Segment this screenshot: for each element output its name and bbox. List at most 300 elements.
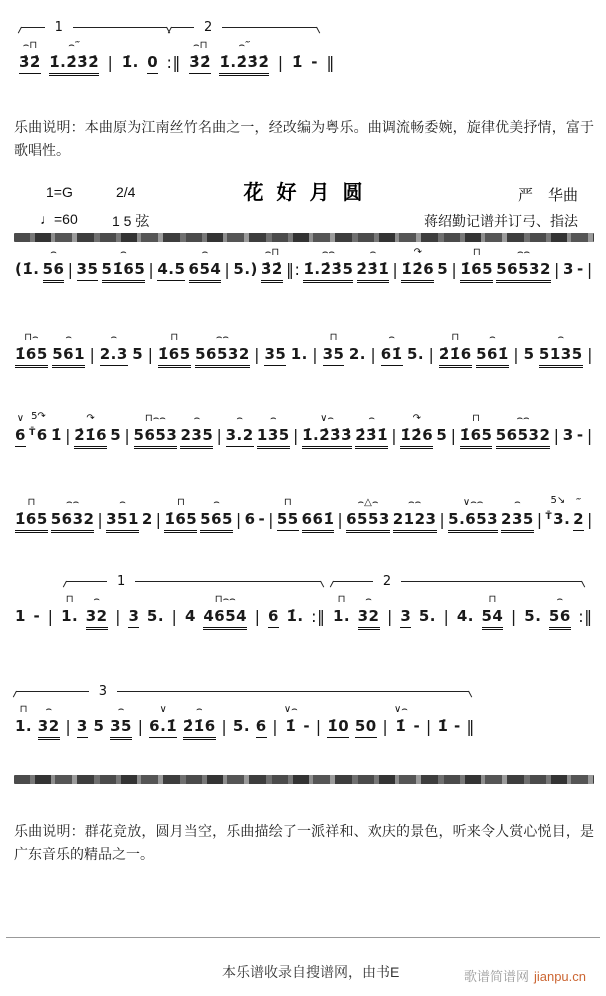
ornament-mark [136,331,139,345]
note: ⊓ 1. [332,594,351,625]
ornament-mark [393,412,396,426]
barline: | [115,593,121,634]
barline: | [268,496,274,537]
ornament-mark: ⊓ [451,332,460,343]
note: 5↘ $^{T̄}$3. [545,495,571,528]
ornament-mark [237,496,240,510]
fingering-prefix: T̄ [545,512,553,522]
ornament-mark: ⌢ [110,332,118,343]
barline: | [443,593,449,634]
barline: | [68,246,74,287]
ornament-mark [279,39,282,53]
music-line-3 [14,410,594,453]
ornament-mark [109,39,112,53]
note: - [33,593,40,634]
ornament-mark: ⌢⊓ [192,40,208,51]
ornament-mark [269,496,272,510]
note: ⌢ 35 [110,703,132,744]
note: 4 [185,593,196,634]
ornament-mark: ⊓ [170,332,179,343]
ornament-mark [388,593,391,607]
ornament-mark: ⌢ [195,704,203,715]
barline: | [124,412,130,453]
note: 6 [268,593,279,634]
ornament-mark [66,412,69,426]
ornament-mark: 5↘ [550,495,566,506]
note: ⌢⌢ 56532 [195,331,250,372]
ornament-mark: ⌢ [193,413,201,424]
ornament-mark [256,331,259,345]
ornament-mark [427,703,430,717]
note: ‴ 2 [573,496,584,537]
barline: | [138,703,144,744]
barline: | [337,496,343,537]
ornament-mark [157,496,160,510]
note: ⊓ 1̇65 [460,246,493,287]
volta-bracket-1 [66,574,321,591]
barline: | [221,703,227,744]
note: ⌢ 2̇3̇1̇ [357,246,390,287]
note: 1. [291,331,308,372]
ornament-mark [339,496,342,510]
ornament-mark: ⌢ [50,247,57,258]
note: ⌢⌢ 56532 [496,246,551,287]
barline: ‖ [326,39,335,80]
note: ⌢⊓ 3̇2̇ [261,246,283,287]
note: 0 [147,39,158,80]
source-note: 本乐谱收录自搜谱网，由书E [222,964,400,980]
ornament-mark [69,246,72,260]
ornament-mark [272,593,275,607]
note: 5. [407,331,424,372]
ornament-mark [456,703,459,717]
note: - [258,496,265,537]
barline: | [148,246,154,287]
note: 3 [128,593,139,634]
volta-label: 1 [107,574,135,589]
ornament-mark [588,331,591,345]
description-bottom: 乐曲说明：群花竞放，圆月当空，乐曲描绘了一派祥和、欢庆的景色，听来令人赏心悦目，是广东音乐的精品之一。 [14,823,594,862]
note: 5. [233,703,250,744]
note: 5↷ $^{T̄}$6 [29,411,48,444]
ornament-mark [189,593,192,607]
note: 5 [110,412,121,453]
ornament-mark: ⌢⌢ [516,247,531,258]
barline: | [312,331,318,372]
note: ⊓ 1̇65 [460,412,493,453]
ornament-mark [404,593,407,607]
ornament-mark [445,593,448,607]
ornament-mark [81,703,84,717]
note: ∨⌢ 1̇.2̇3̇3̇ [302,412,352,453]
ornament-mark: ⊓ [488,594,497,605]
site-url-link[interactable]: jianpu.cn [533,969,586,984]
barline: | [65,412,71,453]
barline: | [148,331,154,372]
ornament-mark [329,39,332,53]
note: 6 [256,703,267,744]
ornament-mark: ⌢⌢ [321,247,336,258]
ornament-mark [256,593,259,607]
ornament-mark [588,496,591,510]
note: ⊓⌢⌢ 5653 [134,412,178,453]
ornament-mark: ⌢ [213,497,220,508]
ornament-mark: ⌢ [365,594,372,605]
barline: | [108,39,114,80]
note: ⌢ 5135 [539,331,583,372]
music-line-5 [14,574,594,634]
barline: | [254,331,260,372]
ornament-mark [49,593,52,607]
ornament-mark [313,39,316,53]
barline: :‖ [167,39,181,80]
footer-divider [6,937,600,938]
music-line-4 [14,494,594,537]
ornament-mark [249,496,252,510]
note: ⊓ 1. [15,704,33,735]
ornament-mark [240,703,243,717]
description-top: 乐曲说明：本曲原为江南丝竹名曲之一，经改编为粤乐。曲调流畅委婉，旋律优美抒情，富于歌唱性。 [14,119,594,158]
ornament-mark: ⌢ [120,247,127,258]
ornament-mark: ⌢ [270,413,277,424]
note: ⌢‴ 1̇.2̇3̇2̇ [219,39,269,80]
ornament-mark: ⌢ [65,332,72,343]
ornament-mark: ⌢⌢ [516,413,530,424]
ornament-mark [567,412,570,426]
barline: | [255,593,261,634]
ornament-mark: ⌢ [514,497,521,508]
ornament-mark [430,331,433,345]
note: 4.5 [157,246,185,287]
ornament-mark [372,331,375,345]
ornament-mark: ↷ [412,413,421,424]
ornament-mark: ⊓ [283,497,292,508]
barline: | [387,593,393,634]
ornament-mark [364,703,367,717]
note: ⊓ 35 [323,331,345,372]
ornament-mark [298,331,301,345]
ornament-mark [154,593,157,607]
ornament-mark [116,593,119,607]
barline: | [391,412,397,453]
note: ⌢ 654 [189,246,222,287]
ornament-mark [139,703,142,717]
note: ⌢ 56 [43,246,65,287]
ornament-mark [579,246,582,260]
ornament-mark [426,593,429,607]
barline: | [316,703,322,744]
note: 5 [436,412,447,453]
ornament-mark [132,593,135,607]
ornament-mark [441,246,444,260]
ornament-mark [274,331,277,345]
site-name: 歌谱简谱网 [463,969,529,984]
ornament-mark [296,39,299,53]
ornament-mark: ⌢‴ [68,40,81,51]
note: 35 [77,246,99,287]
note: ⌢ 32 [86,593,108,634]
note: 50 [355,703,377,744]
ornament-mark [414,331,417,345]
note: ∨ 6.1̇ [149,703,177,744]
volta-bracket-2 [171,20,317,37]
ornament-mark: ⊓ [337,594,346,605]
ornament-mark [567,246,570,260]
site-watermark [464,966,586,985]
key-signature: 1=G [46,184,73,200]
barline: | [587,412,593,453]
barline: | [554,412,560,453]
ornament-mark: ⊓⌢ [24,332,39,343]
ornament-mark: ∨⌢⌢ [462,497,484,508]
volta-label: 2 [373,574,401,589]
ornament-mark [260,496,263,510]
ornament-mark [527,331,530,345]
ornament-mark [453,246,456,260]
ornament-mark: ⌢‴ [238,40,251,51]
fingering-prefix: T̄ [29,428,36,438]
ornament-mark: ∨⌢ [393,704,408,715]
barline: | [392,246,398,287]
note: ⌢ 2.3 [100,331,128,372]
note: ⌢ 235 [501,496,534,537]
barline: | [587,331,593,372]
ornament-mark [452,412,455,426]
note: ⌢ 135 [257,412,290,453]
ornament-mark [531,593,534,607]
ornament-mark: ⌢ [117,704,125,715]
note: ↷ 1̇2̇6 [400,412,433,453]
note: ⌢⌢ 1̇.2̇3̇5 [303,246,353,287]
barline: | [587,496,593,537]
ornament-mark: ⌢ [369,247,377,258]
barline: | [217,412,223,453]
note: 3 [563,246,574,287]
note: 5 [132,331,143,372]
volta-bracket-2 [333,574,582,591]
note: ⌢⊓ 3̇2̇ [189,39,211,80]
ornament-mark: ⌢⌢ [408,497,422,508]
ornament-mark [170,246,173,260]
note: 5 [524,331,535,372]
barline: | [554,246,560,287]
note: ⌢⌢ 56532 [496,412,551,453]
barline: | [382,703,388,744]
ornament-mark: ∨⌢ [320,413,334,424]
ornament-mark [588,412,591,426]
ornament-mark [26,246,29,260]
note: - [577,412,584,453]
note: ∨⌢ 1̇ [283,704,298,735]
note: ⊓ 1̇65 [158,331,191,372]
barline: | [278,39,284,80]
barline: | [451,412,457,453]
ornament-mark: ⊓ [472,413,480,424]
ornament-mark [512,593,515,607]
ornament-mark: ⌢ [557,332,565,343]
ornament-mark [579,412,582,426]
volta-label: 3 [89,684,117,699]
ornament-mark [538,496,541,510]
note: - [454,703,461,744]
note: ⌢ 351 [106,496,139,537]
note: 5. [419,593,436,634]
note: - [577,246,584,287]
ornament-mark [149,331,152,345]
ornament-mark [469,703,472,717]
ornament-mark: ⌢ [489,332,496,343]
note: 3 [77,703,88,744]
ornament-mark: ⌢⊓ [264,247,280,258]
ornament-mark [99,496,102,510]
time-signature: 2/4 [116,184,136,200]
music-line-1 [14,246,594,287]
ornament-mark [97,703,100,717]
ornament-mark [294,412,297,426]
music-line-6 [14,684,476,744]
ornament-mark: ⊓ [19,704,28,715]
barline: | [429,331,435,372]
music-line-2 [14,331,594,372]
note: ⌢ 2̇3̇1̇ [355,412,388,453]
note: - [414,703,421,744]
barline: :‖ [311,593,325,634]
barline: | [426,703,432,744]
ornament-mark [440,412,443,426]
ornament-mark [172,39,175,53]
note: ⌢ 561̇ [476,331,509,372]
ornament-mark: ⌢ [201,247,209,258]
note: 6 [245,496,256,537]
ornament-mark [126,412,129,426]
ornament-mark [218,412,221,426]
note: ⌢ 32 [358,593,380,634]
note: ⊓ 55 [277,496,299,537]
ending-fragment-line [18,20,336,80]
note: - [303,703,310,744]
ornament-mark: ⌢ [556,594,564,605]
note: ⌢ 3.2 [226,412,254,453]
ornament-mark [55,412,58,426]
ornament-mark [223,703,226,717]
ornament-mark: ⌢ [45,704,53,715]
barline: | [293,412,299,453]
barline: | [451,246,457,287]
ornament-mark [129,39,132,53]
note: 5. [147,593,164,634]
note: ⌢ 56 [549,593,571,634]
note: (1̇. [15,246,40,287]
ornament-mark [19,593,22,607]
note: 1̇ [437,703,448,744]
ornament-mark [244,246,247,260]
ornament-mark [441,703,444,717]
ornament-mark: ⌢ [93,594,100,605]
ornament-mark [292,246,295,260]
ornament-mark: ⌢⌢ [215,332,229,343]
barline: | [224,246,230,287]
transcriber-credit: 蒋绍勤记谱并订弓、指法 [424,213,578,229]
ornament-mark [67,703,70,717]
ornament-mark: ∨⌢ [283,704,298,715]
note: ⌢ 2̇1̇6 [183,703,216,744]
volta-bracket-1 [21,20,167,37]
string-tuning: 1 5 弦 [112,213,150,229]
ornament-mark [314,331,317,345]
barline: | [89,331,95,372]
composer-credit: 严 华曲 [517,187,578,204]
ornament-mark: ⌢ [368,413,375,424]
note: 1̇0 [327,703,349,744]
barline: | [48,593,54,634]
ornament-mark [584,593,587,607]
ornament-mark [91,331,94,345]
ornament-mark: ⌢⌢ [65,497,80,508]
ornament-mark: ⊓⌢⌢ [214,594,236,605]
note: ⊓⌢ 1̇65 [15,331,48,372]
volta-bracket-3 [16,684,469,701]
note: 1̇. [286,593,303,634]
ornament-mark: ⌢△⌢ [357,497,379,508]
note: 1̇. [122,39,139,80]
note: 1̇ [292,39,303,80]
note: 5 [437,246,448,287]
piece-title: 花好月圆 [243,182,376,204]
ornament-mark: ⌢ [388,332,395,343]
ornament-mark: ⌢⊓ [22,40,38,51]
ornament-mark [114,412,117,426]
barline: :‖ [578,593,592,634]
note: ⊓ 1̇65 [164,496,197,537]
note: ⌢ 61̇ [381,331,403,372]
note: ∨⌢ 1̇ [393,704,408,735]
ornament-mark [274,703,277,717]
ornament-mark [555,412,558,426]
ornament-mark: ⊓ [27,497,36,508]
note: ⌢⌢ 5632 [51,496,95,537]
note: ⊓ 2̇1̇6 [439,331,472,372]
ornament-mark [356,331,359,345]
note: 1 [15,593,26,634]
barline: | [156,496,162,537]
ornament-mark: ∨ [16,413,25,424]
ornament-mark: ↷ [413,247,422,258]
barline: | [97,496,103,537]
note: 35 [264,331,286,372]
barline: | [513,331,519,372]
note: ⌢ 235 [180,412,213,453]
ornament-mark [35,593,38,607]
ornament-mark [337,703,340,717]
ornament-mark [86,246,89,260]
ornament-mark [173,593,176,607]
ornament-mark: ⌢ [236,413,243,424]
note: 3 [400,593,411,634]
note: 661̇ [302,496,335,537]
barline: | [172,593,178,634]
ornament-mark: ‴ [576,497,582,508]
note: 2 [142,496,153,537]
ornament-mark: ⊓ [65,594,74,605]
ornament-mark [293,593,296,607]
volta-label: 2 [194,20,222,35]
barline: | [272,703,278,744]
note: 5. [524,593,541,634]
ornament-mark: 5↷ [31,411,46,422]
ornament-mark [588,246,591,260]
note: ↷ 2̇1̇6 [74,412,107,453]
volta-label: 1 [45,20,73,35]
